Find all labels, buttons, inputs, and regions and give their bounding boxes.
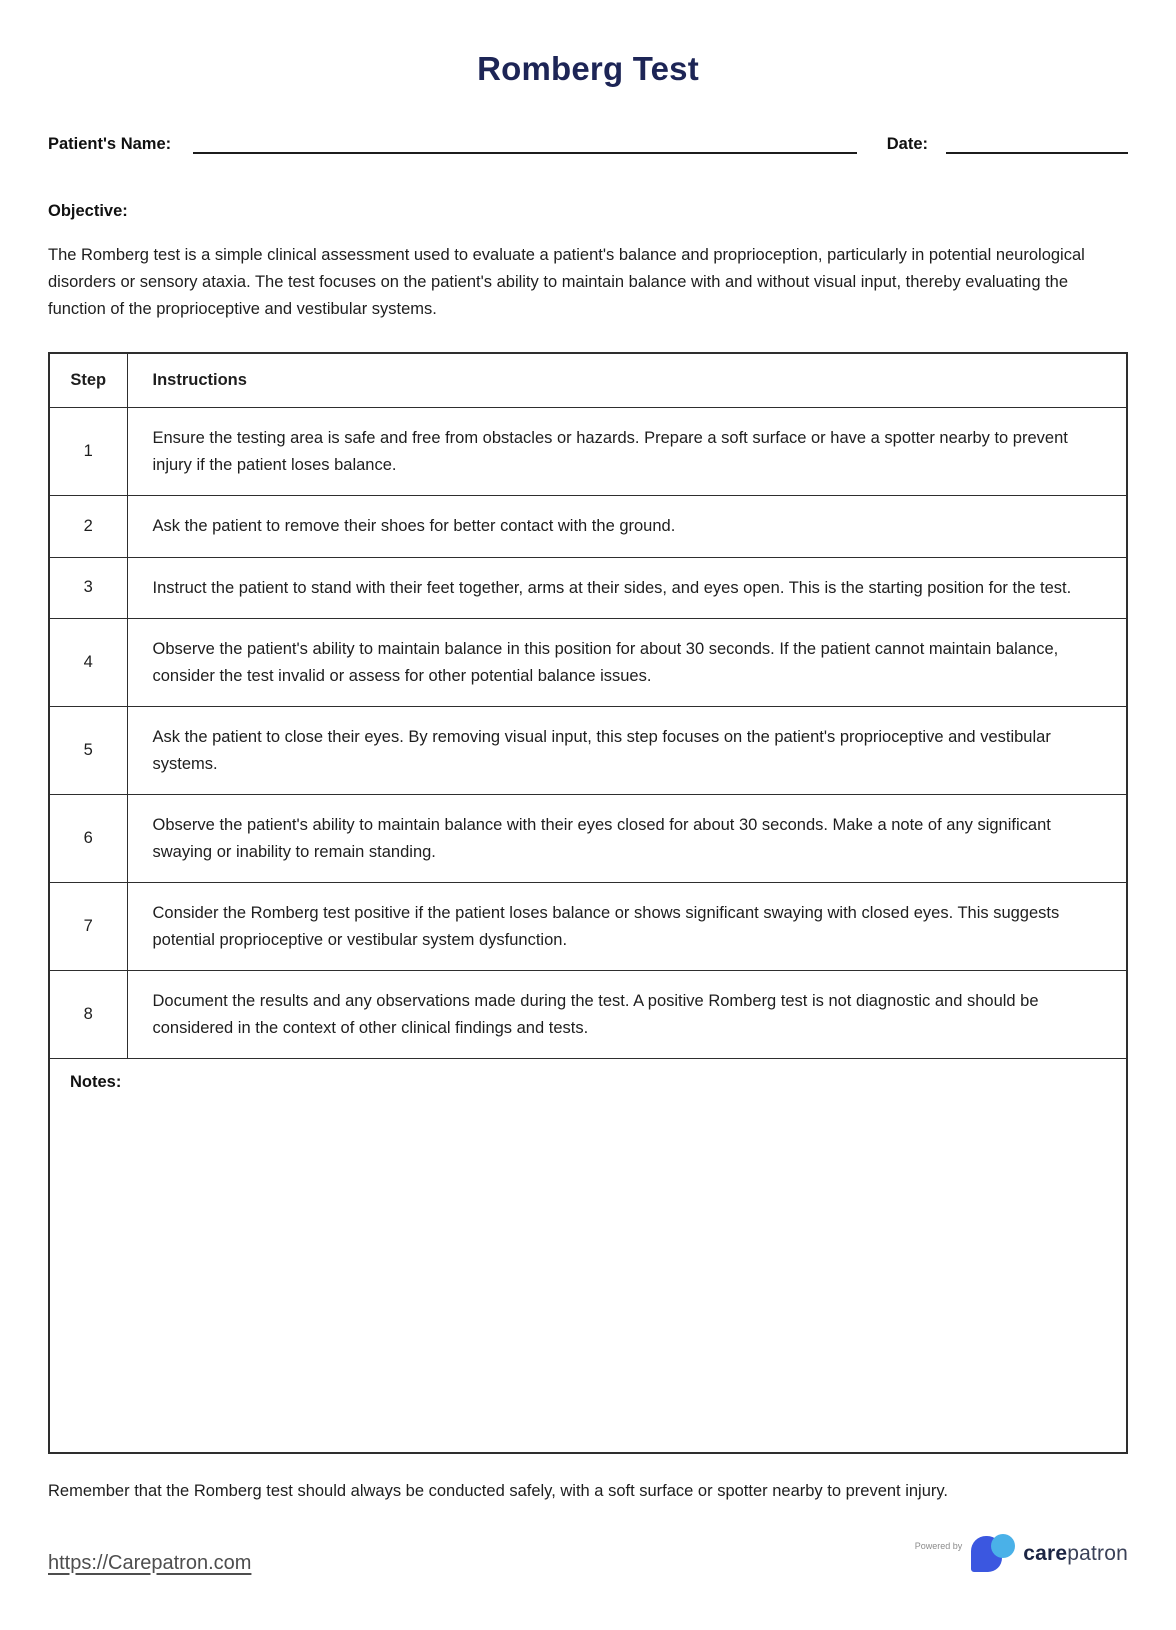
instructions-column-header: Instructions: [127, 353, 1127, 408]
date-label: Date:: [886, 135, 928, 153]
step-number: 6: [49, 795, 127, 883]
step-number: 4: [49, 619, 127, 707]
instruction-text: Ensure the testing area is safe and free from obstacles or hazards. Prepare a soft surface or have a spotter nearby to prevent injury if the patient loses balance.: [127, 408, 1127, 496]
table-row: [49, 883, 1127, 971]
table-row: [49, 971, 1127, 1059]
instruction-text: Consider the Romberg test positive if the patient loses balance or shows significant swaying with closed eyes. This suggests potential proprioceptive or vestibular system dysfunction.: [127, 883, 1127, 971]
patient-date-row: [48, 134, 1128, 154]
date-input[interactable]: [946, 134, 1128, 154]
powered-by-label: Powered by: [914, 1540, 963, 1551]
instruction-text: Observe the patient's ability to maintain balance in this position for about 30 seconds. If the patient cannot maintain balance, consider the test invalid or assess for other potential balance issues.: [127, 619, 1127, 707]
instructions-table: [48, 352, 1128, 1454]
reminder-text: Remember that the Romberg test should always be conducted safely, with a soft surface or spotter nearby to prevent injury.: [48, 1481, 949, 1500]
objective-label: Objective:: [48, 202, 128, 220]
carepatron-brand: [915, 1533, 1128, 1575]
brand-patron-text: patron: [1067, 1541, 1128, 1565]
carepatron-logo-icon: [971, 1533, 1016, 1575]
instruction-text: Document the results and any observations made during the test. A positive Romberg test is not diagnostic and should be considered in the context of other clinical findings and tests.: [127, 971, 1127, 1059]
step-number: 5: [49, 707, 127, 795]
step-number: 8: [49, 971, 127, 1059]
notes-row: [49, 1059, 1127, 1453]
brand-care-text: care: [1023, 1541, 1068, 1565]
patient-name-label: Patient's Name:: [48, 135, 172, 153]
notes-area[interactable]: [49, 1059, 1127, 1453]
table-row: [49, 408, 1127, 496]
table-row: [49, 795, 1127, 883]
instruction-text: Ask the patient to close their eyes. By removing visual input, this step focuses on the patient's proprioceptive and vestibular systems.: [127, 707, 1127, 795]
step-number: 3: [49, 557, 127, 619]
carepatron-link[interactable]: https://Carepatron.com: [48, 1551, 252, 1574]
table-row: [49, 496, 1127, 558]
table-row: [49, 707, 1127, 795]
instruction-text: Observe the patient's ability to maintain balance with their eyes closed for about 30 seconds. Make a note of any significant swaying or inability to remain standing.: [127, 795, 1127, 883]
page-footer: [48, 1533, 1128, 1575]
instruction-text: Instruct the patient to stand with their feet together, arms at their sides, and eyes open. This is the starting position for the test.: [127, 557, 1127, 619]
step-number: 7: [49, 883, 127, 971]
brand-wordmark: [1023, 1542, 1128, 1566]
page-title: Romberg Test: [477, 50, 699, 87]
step-column-header: Step: [49, 353, 127, 408]
objective-text: The Romberg test is a simple clinical assessment used to evaluate a patient's balance and proprioception, particularly in potential neurological disorders or sensory ataxia. The test focuses on the patient's ability to maintain balance with and without visual input, thereby evaluating the function of the proprioceptive and vestibular systems.: [48, 246, 1085, 318]
step-number: 1: [49, 408, 127, 496]
table-row: [49, 557, 1127, 619]
instruction-text: Ask the patient to remove their shoes for better contact with the ground.: [127, 496, 1127, 558]
table-row: [49, 619, 1127, 707]
logo-light-circle-icon: [991, 1534, 1015, 1558]
notes-label: Notes:: [70, 1073, 122, 1091]
table-header-row: [49, 353, 1127, 408]
step-number: 2: [49, 496, 127, 558]
patient-name-input[interactable]: [193, 134, 857, 154]
